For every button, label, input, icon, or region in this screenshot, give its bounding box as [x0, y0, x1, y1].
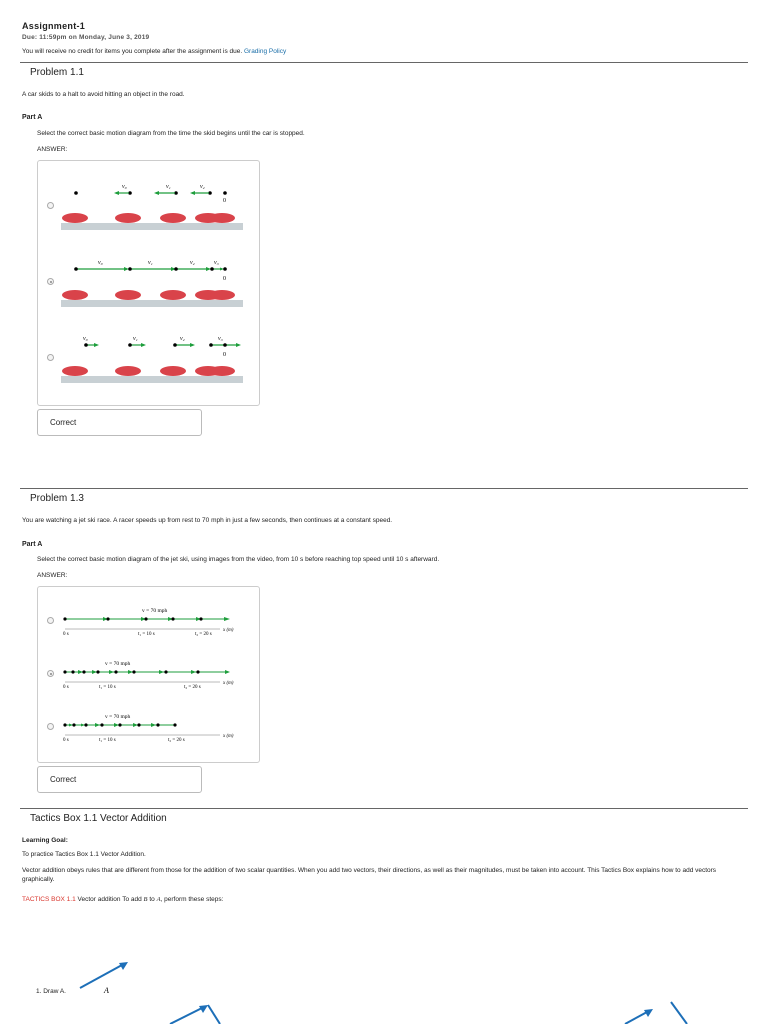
tick-label: 0 s — [63, 738, 69, 743]
learning-goal-label: Learning Goal: — [22, 837, 68, 844]
option-1-diagram — [58, 176, 248, 232]
problem-2-answer-box — [37, 586, 260, 763]
problem-1-title: Problem 1.1 — [30, 67, 84, 78]
late-policy-text: You will receive no credit for items you complete after the assignment is due. — [22, 48, 243, 55]
velocity-label: v₃ — [218, 336, 223, 342]
axis-label: x (m) — [223, 734, 234, 739]
velocity-label: v₂ — [190, 260, 195, 266]
road — [61, 300, 243, 307]
zero-label: 0 — [223, 276, 226, 282]
problem-2-result-box — [37, 766, 202, 793]
vector-sum-diagram — [160, 1000, 230, 1024]
tactics-box-label: TACTICS BOX 1.1 — [22, 896, 76, 903]
problem-1-result-box — [37, 409, 202, 436]
problem-1-part-a: Part A — [22, 114, 43, 121]
tick-label: t₂ = 20 s — [195, 632, 212, 637]
tactics-intro: Vector addition obeys rules that are different from those for the addition of two scalar quantities. When you add two vectors, their directions, as well as their magnitudes, must be taken into account. This Tactics Box explains how to add vectors graphically. — [22, 867, 717, 883]
tick-label: 0 s — [63, 685, 69, 690]
problem-2-title: Problem 1.3 — [30, 493, 84, 504]
option-2-radio[interactable] — [47, 278, 54, 285]
vector-b: B — [143, 896, 148, 903]
tactics-box-text: Vector addition To add — [75, 896, 144, 903]
problem-1-answer-label: ANSWER: — [37, 146, 68, 153]
velocity-label: v₁ — [148, 260, 153, 266]
divider — [20, 808, 748, 809]
axis-label: x (m) — [223, 628, 234, 633]
problem-1-question: Select the correct basic motion diagram from the time the skid begins until the car is stopped. — [37, 130, 305, 137]
velocity-label: v₁ — [133, 336, 138, 342]
problem-2-question: Select the correct basic motion diagram of the jet ski, using images from the video, from 10 s before reaching top speed until 10 s afterward. — [37, 556, 440, 563]
tick-label: t₁ = 10 s — [99, 738, 116, 743]
tick-label: t₁ = 10 s — [138, 632, 155, 637]
velocity-label: v₁ — [166, 184, 171, 190]
result-text: Correct — [50, 418, 77, 427]
problem-2-part-a: Part A — [22, 541, 43, 548]
tick-label: t₁ = 10 s — [99, 685, 116, 690]
due-date: Due: 11:59pm on Monday, June 3, 2019 — [22, 34, 150, 41]
velocity-label: v₃ — [214, 260, 219, 266]
tactics-box-text: to — [147, 896, 157, 903]
tactics-title: Tactics Box 1.1 Vector Addition — [30, 813, 167, 824]
road — [61, 376, 243, 383]
car-sequence — [62, 366, 235, 376]
option-3-radio[interactable] — [47, 723, 54, 730]
assignment-title: Assignment-1 — [22, 21, 86, 31]
velocity-label: v = 70 mph — [142, 608, 168, 614]
velocity-label: v₂ — [200, 184, 205, 190]
velocity-label: v = 70 mph — [105, 714, 131, 720]
tick-label: t₂ = 20 s — [184, 685, 201, 690]
tactics-box-text: , perform these steps: — [160, 896, 224, 903]
option-1-radio[interactable] — [47, 202, 54, 209]
problem-1-statement: A car skids to a halt to avoid hitting an object in the road. — [22, 91, 185, 98]
tactics-box-line — [22, 896, 223, 903]
divider — [20, 488, 748, 489]
road — [61, 223, 243, 230]
tick-label: t₂ = 20 s — [168, 738, 185, 743]
vector-a: A — [156, 896, 161, 903]
problem-1-answer-box — [37, 160, 260, 406]
option-3-diagram — [60, 707, 255, 747]
divider — [20, 62, 748, 63]
zero-label: 0 — [223, 198, 226, 204]
problem-2-statement: You are watching a jet ski race. A racer speeds up from rest to 70 mph in just a few seconds, then continues at a constant speed. — [22, 517, 393, 524]
option-1-radio[interactable] — [47, 617, 54, 624]
zero-label: 0 — [223, 352, 226, 358]
vector-a-diagram — [70, 955, 140, 1000]
car-sequence — [62, 290, 235, 300]
option-2-diagram — [60, 654, 255, 694]
grading-policy-link[interactable]: Grading Policy — [243, 48, 287, 55]
velocity-label: v₀ — [122, 184, 127, 190]
option-2-radio[interactable] — [47, 670, 54, 677]
velocity-label: v₀ — [98, 260, 103, 266]
result-text: Correct — [50, 775, 77, 784]
option-1-diagram — [60, 601, 255, 641]
learning-goal-text: To practice Tactics Box 1.1 Vector Addition. — [22, 851, 146, 858]
car-sequence — [62, 213, 235, 223]
tick-label: 0 s — [63, 632, 69, 637]
option-3-diagram — [58, 329, 248, 385]
axis-label: x (m) — [223, 681, 234, 686]
option-2-diagram — [58, 253, 248, 309]
late-policy-note — [22, 48, 286, 55]
velocity-label: v₀ — [83, 336, 88, 342]
step-1-text: 1. Draw A. — [36, 988, 66, 995]
vector-a-label: A — [104, 986, 109, 995]
option-3-radio[interactable] — [47, 354, 54, 361]
velocity-label: v₂ — [180, 336, 185, 342]
problem-2-answer-label: ANSWER: — [37, 572, 68, 579]
velocity-label: v = 70 mph — [105, 661, 131, 667]
vector-sum-diagram-right — [615, 998, 695, 1024]
